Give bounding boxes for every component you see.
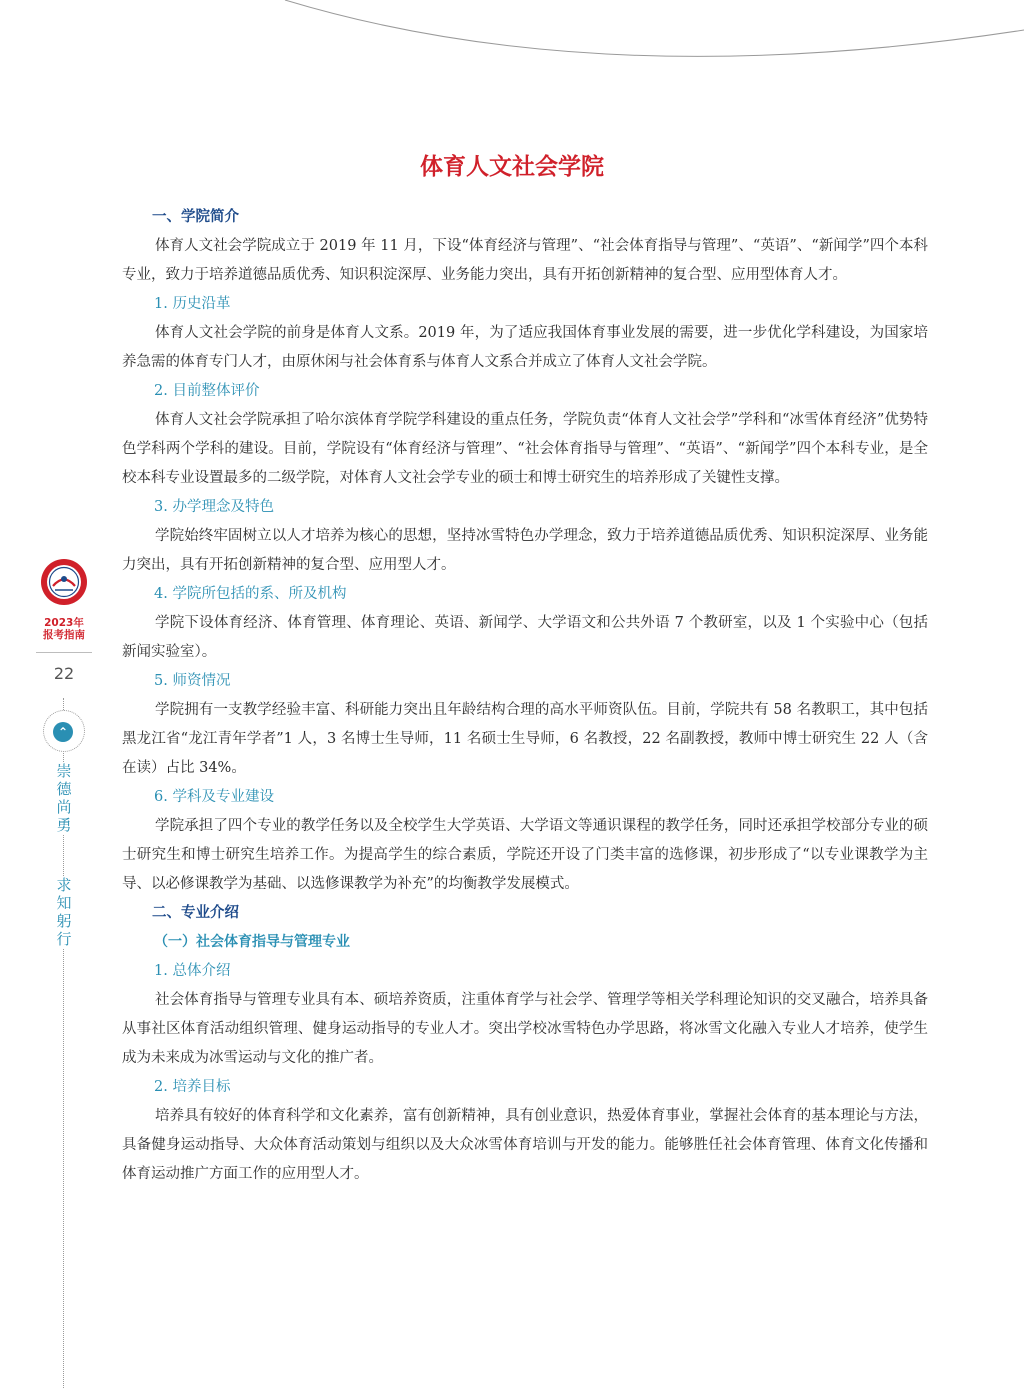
motto-char: 躬 <box>56 912 72 930</box>
paragraph-overview: 社会体育指导与管理专业具有本、硕培养资质，注重体育学与社会学、管理学等相关学科理论知识的交叉融合，培养具备从事社区体育活动组织管理、健身运动指导的专业人才。突出学校冰雪特色办学思路，将冰雪文化融入专业人才培养，使学生成为未来成为冰雪运动与文化的推广者。 <box>122 992 928 1066</box>
paragraph-departments: 学院下设体育经济、体育管理、体育理论、英语、新闻学、大学语文和公共外语 7 个教研室，以及 1 个实验中心（包括新闻实验室）。 <box>122 615 928 660</box>
main-content <box>122 203 928 1189</box>
page-number: 22 <box>53 664 75 683</box>
paragraph-philosophy: 学院始终牢固树立以人才培养为核心的思想，坚持冰雪特色办学理念，致力于培养道德品质优秀、知识积淀深厚、业务能力突出，具有开拓创新精神的复合型、应用型人才。 <box>122 528 928 573</box>
subheading-overview: 1. 总体介绍 <box>154 963 231 979</box>
subheading-evaluation: 2. 目前整体评价 <box>154 383 260 399</box>
motto-char: 求 <box>56 876 72 894</box>
subheading-philosophy: 3. 办学理念及特色 <box>154 499 274 515</box>
motto-char: 崇 <box>56 762 72 780</box>
paragraph-disciplines: 学院承担了四个专业的教学任务以及全校学生大学英语、大学语文等通识课程的教学任务，同时还承担学校部分专业的硕士研究生和博士研究生培养工作。为提高学生的综合素质，学院还开设了门类丰富的选修课，初步形成了“以专业课教学为主导、以必修课教学为基础、以选修课教学为补充”的均衡教学发展模式。 <box>122 818 928 892</box>
section-heading-majors: 二、专业介绍 <box>152 905 239 921</box>
paragraph-faculty: 学院拥有一支教学经验丰富、科研能力突出且年龄结构合理的高水平师资队伍。目前，学院共有 58 名教职工，其中包括黑龙江省“龙江青年学者”1 人，3 名博士生导师，11 名硕士生导师，6 名教授，22 名副教授，教师中博士研究生 22 人（含在读）占比 34%。 <box>122 702 928 776</box>
sidebar-divider <box>36 652 92 653</box>
motto-column-2 <box>54 876 74 948</box>
motto-char: 知 <box>56 894 72 912</box>
page-title: 体育人文社会学院 <box>420 154 604 180</box>
guide-year-line2: 报考指南 <box>43 629 85 641</box>
left-sidebar <box>30 558 98 1389</box>
motto-char: 勇 <box>56 816 72 834</box>
motto-char: 德 <box>56 780 72 798</box>
motto-char: 尚 <box>56 798 72 816</box>
subheading-training-goals: 2. 培养目标 <box>154 1079 231 1095</box>
paragraph-evaluation: 体育人文社会学院承担了哈尔滨体育学院学科建设的重点任务，学院负责“体育人文社会学”学科和“冰雪体育经济”优势特色学科两个学科的建设。目前，学院设有“体育经济与管理”、“社会体育指导与管理”、“英语”、“新闻学”四个本科专业，是全校本科专业设置最多的二级学院，对体育人文社会学专业的硕士和博士研究生的培养形成了关键性支撑。 <box>122 412 928 486</box>
paragraph-training-goals: 培养具有较好的体育科学和文化素养，富有创新精神，具有创业意识，热爱体育事业，掌握社会体育的基本理论与方法，具备健身运动指导、大众体育活动策划与组织以及大众冰雪体育培训与开发的能力。能够胜任社会体育管理、体育文化传播和体育运动推广方面工作的应用型人才。 <box>122 1108 928 1182</box>
motto-char: 行 <box>56 930 72 948</box>
paragraph-history: 体育人文社会学院的前身是体育人文系。2019 年，为了适应我国体育事业发展的需要，进一步优化学科建设，为国家培养急需的体育专门人才，由原休闲与社会体育系与体育人文系合并成立了体育人文社会学院。 <box>122 325 928 370</box>
guide-year-label <box>30 617 98 641</box>
university-logo-icon <box>40 558 88 606</box>
subheading-faculty: 5. 师资情况 <box>154 673 231 689</box>
major-heading-social-sports: （一）社会体育指导与管理专业 <box>154 934 350 950</box>
motto-column-1 <box>54 762 74 834</box>
subheading-disciplines: 6. 学科及专业建设 <box>154 789 274 805</box>
section-heading-college-intro: 一、学院简介 <box>152 209 239 225</box>
guide-year-line1: 2023年 <box>44 617 84 629</box>
subheading-departments: 4. 学院所包括的系、所及机构 <box>154 586 347 602</box>
subheading-history: 1. 历史沿革 <box>154 296 231 312</box>
paragraph-college-intro: 体育人文社会学院成立于 2019 年 11 月，下设“体育经济与管理”、“社会体育指导与管理”、“英语”、“新闻学”四个本科专业，致力于培养道德品质优秀、知识积淀深厚、业务能力突出，具有开拓创新精神的复合型、应用型体育人才。 <box>122 238 928 283</box>
top-decorative-curve <box>0 0 1024 70</box>
chevron-up-icon: ⌃ <box>53 722 73 742</box>
